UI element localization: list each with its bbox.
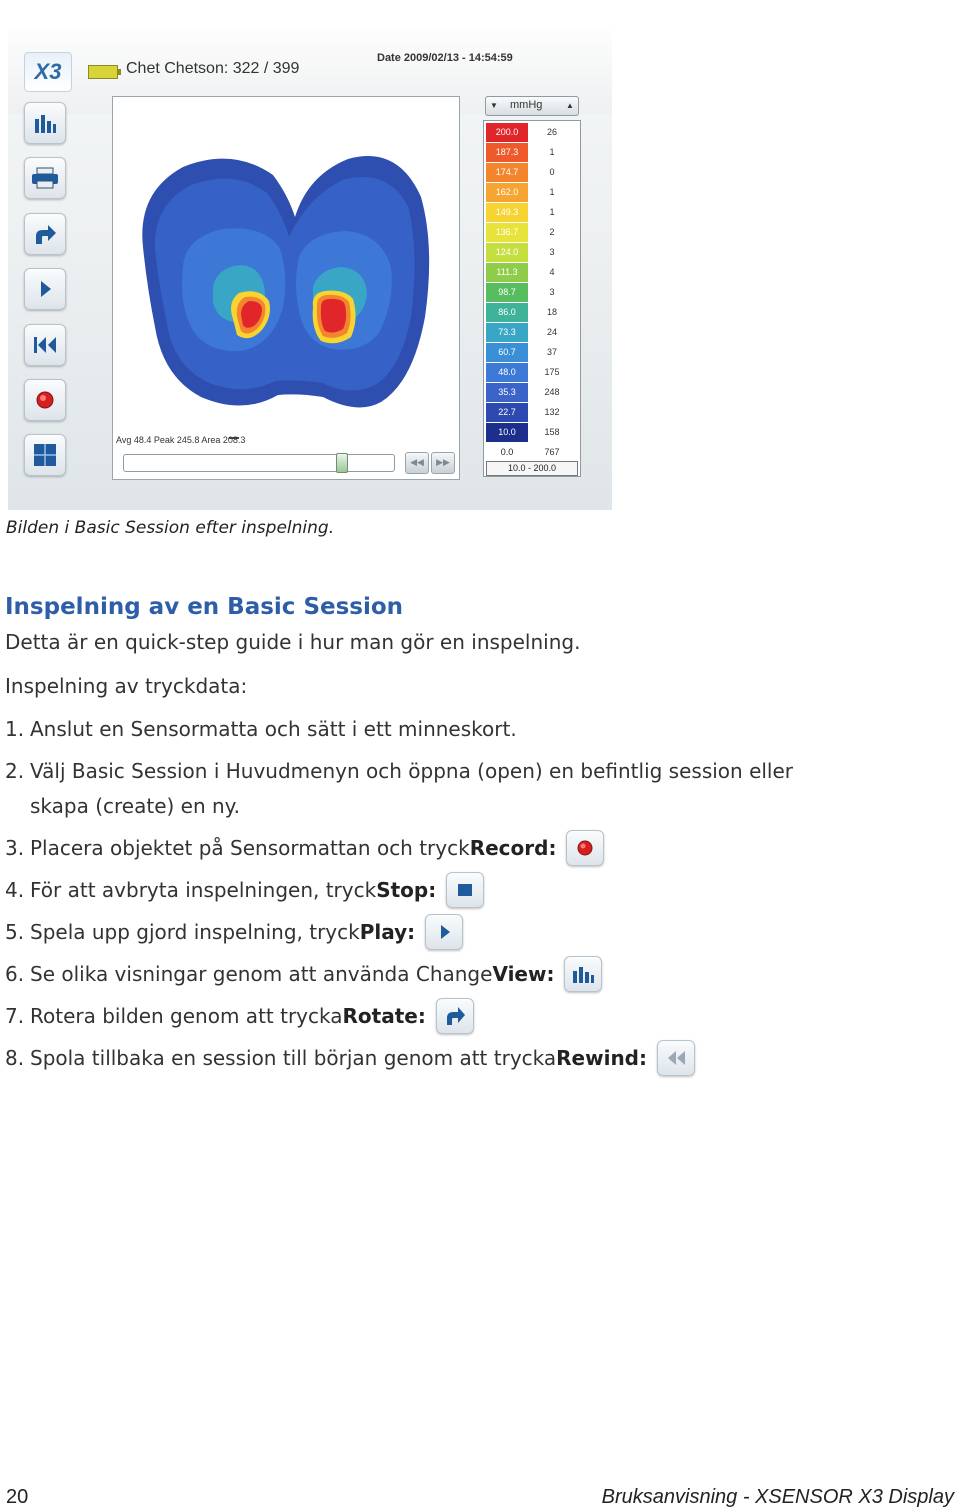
play-icon xyxy=(433,921,455,943)
battery-icon xyxy=(88,65,118,79)
scale-swatch: 187.3 xyxy=(486,143,528,162)
rewind-icon xyxy=(664,1047,688,1069)
step-text: Rotera bilden genom att trycka xyxy=(30,1004,343,1028)
scale-row xyxy=(486,183,578,203)
step-keyword: Play: xyxy=(359,920,416,944)
grid-view-button[interactable] xyxy=(24,434,66,476)
intro-text: Detta är en quick-step guide i hur man gör en inspelning. xyxy=(5,630,581,654)
step-back-icon: ◀◀ xyxy=(410,458,424,468)
scale-swatch: 48.0 xyxy=(486,363,528,382)
scale-row xyxy=(486,323,578,343)
scale-row xyxy=(486,383,578,403)
step-4 xyxy=(5,872,484,908)
rewind-button-inline xyxy=(657,1040,695,1076)
rotate-icon xyxy=(32,222,58,246)
scale-count: 1 xyxy=(549,187,555,197)
printer-icon xyxy=(31,167,59,189)
grid-icon xyxy=(32,442,58,468)
app-screenshot xyxy=(8,30,612,510)
scale-row xyxy=(486,223,578,243)
scale-row xyxy=(486,283,578,303)
scale-swatch: 98.7 xyxy=(486,283,528,302)
view-icon xyxy=(32,111,58,135)
step-number: 7. xyxy=(5,1004,25,1028)
scale-swatch: 60.7 xyxy=(486,343,528,362)
step-keyword: Rewind: xyxy=(556,1046,647,1070)
step-text: Spela upp gjord inspelning, tryck xyxy=(30,920,360,944)
rotate-button[interactable] xyxy=(24,213,66,255)
step-number: 1. xyxy=(5,717,25,741)
step-number: 3. xyxy=(5,836,25,860)
record-icon xyxy=(33,388,57,412)
step-text: För att avbryta inspelningen, tryck xyxy=(30,878,377,902)
print-button[interactable] xyxy=(24,157,66,199)
scale-count: 1 xyxy=(549,147,555,157)
scale-row xyxy=(486,143,578,163)
step-keyword: Rotate: xyxy=(342,1004,426,1028)
unit-select[interactable] xyxy=(485,96,579,116)
step-number: 4. xyxy=(5,878,25,902)
step-text: Placera objektet på Sensormattan och tryck xyxy=(30,836,470,860)
step-text: Se olika visningar genom att använda Change xyxy=(30,962,493,986)
pressure-map-image xyxy=(113,97,459,479)
step-number: 6. xyxy=(5,962,25,986)
rewind-button[interactable] xyxy=(24,324,66,366)
step-2 xyxy=(5,759,793,783)
scale-count: 767 xyxy=(544,447,560,457)
scale-count: 24 xyxy=(546,327,557,337)
step-keyword: Stop: xyxy=(376,878,437,902)
scale-count: 3 xyxy=(549,287,555,297)
scale-swatch: 111.3 xyxy=(486,263,528,282)
scale-swatch: 124.0 xyxy=(486,243,528,262)
rewind-icon xyxy=(31,333,59,357)
stop-button-inline xyxy=(446,872,484,908)
scale-count: 1 xyxy=(549,207,555,217)
step-6 xyxy=(5,956,602,992)
step-number: 2. xyxy=(5,759,25,783)
page-number: 20 xyxy=(6,1486,29,1508)
step-text: Spola tillbaka en session till början genom att trycka xyxy=(30,1046,557,1070)
scale-count: 0 xyxy=(549,167,555,177)
section-heading: Inspelning av en Basic Session xyxy=(5,594,404,620)
scale-swatch: 0.0 xyxy=(486,443,528,462)
scale-row xyxy=(486,343,578,363)
step-2-continued: skapa (create) en ny. xyxy=(30,794,241,818)
subheading: Inspelning av tryckdata: xyxy=(5,674,248,698)
scale-row xyxy=(486,123,578,143)
scale-row xyxy=(486,443,578,463)
play-icon xyxy=(33,277,57,301)
view-button-inline xyxy=(564,956,602,992)
scale-range: 10.0 - 200.0 xyxy=(486,461,578,476)
scale-count: 132 xyxy=(544,407,560,417)
scale-swatch: 149.3 xyxy=(486,203,528,222)
scale-swatch: 22.7 xyxy=(486,403,528,422)
stop-icon xyxy=(454,879,476,901)
stats-readout: Avg 48.4 Peak 245.8 Area 208.3 xyxy=(116,435,246,445)
scale-swatch: 174.7 xyxy=(486,163,528,182)
scale-row xyxy=(486,243,578,263)
play-button-inline xyxy=(425,914,463,950)
scale-swatch: 73.3 xyxy=(486,323,528,342)
chevron-up-icon[interactable]: ▲ xyxy=(566,101,574,110)
scale-count: 248 xyxy=(544,387,560,397)
scale-row xyxy=(486,303,578,323)
step-forward-button[interactable] xyxy=(431,452,455,474)
view-button[interactable] xyxy=(24,102,66,144)
scale-row xyxy=(486,423,578,443)
record-icon xyxy=(574,837,596,859)
step-5 xyxy=(5,914,463,950)
x3-logo: X3 xyxy=(24,52,72,92)
footer-title: Bruksanvisning - XSENSOR X3 Display xyxy=(601,1486,954,1508)
scale-swatch: 136.7 xyxy=(486,223,528,242)
patient-label: Chet Chetson: 322 / 399 xyxy=(126,60,300,77)
scale-swatch: 200.0 xyxy=(486,123,528,142)
step-keyword: Record: xyxy=(469,836,557,860)
scale-row xyxy=(486,363,578,383)
step-number: 5. xyxy=(5,920,25,944)
scale-count: 158 xyxy=(544,427,560,437)
step-keyword: View: xyxy=(492,962,555,986)
scale-swatch: 10.0 xyxy=(486,423,528,442)
date-label: Date 2009/02/13 - 14:54:59 xyxy=(377,52,513,64)
scale-row xyxy=(486,403,578,423)
pressure-scale xyxy=(483,120,581,477)
playback-slider[interactable] xyxy=(123,454,395,472)
step-text: Välj Basic Session i Huvudmenyn och öppna (open) en befintlig session eller xyxy=(30,759,794,783)
rotate-button-inline xyxy=(436,998,474,1034)
slider-thumb[interactable] xyxy=(336,453,348,473)
scale-count: 4 xyxy=(549,267,555,277)
pressure-map[interactable] xyxy=(112,96,460,480)
step-3 xyxy=(5,830,604,866)
scale-count: 2 xyxy=(549,227,555,237)
step-back-button[interactable] xyxy=(405,452,429,474)
rotate-icon xyxy=(443,1005,467,1027)
scale-row xyxy=(486,163,578,183)
scale-swatch: 162.0 xyxy=(486,183,528,202)
step-forward-icon: ▶▶ xyxy=(436,458,450,468)
scale-count: 26 xyxy=(546,127,557,137)
figure-caption: Bilden i Basic Session efter inspelning. xyxy=(6,518,335,538)
step-8 xyxy=(5,1040,695,1076)
step-7 xyxy=(5,998,474,1034)
record-button[interactable] xyxy=(24,379,66,421)
chevron-down-icon[interactable]: ▼ xyxy=(490,101,498,110)
scale-swatch: 86.0 xyxy=(486,303,528,322)
unit-label: mmHg xyxy=(510,99,543,111)
play-button[interactable] xyxy=(24,268,66,310)
view-icon xyxy=(571,963,595,985)
scale-count: 18 xyxy=(546,307,557,317)
step-number: 8. xyxy=(5,1046,25,1070)
step-1 xyxy=(5,717,517,741)
scale-swatch: 35.3 xyxy=(486,383,528,402)
scale-count: 3 xyxy=(549,247,555,257)
scale-count: 175 xyxy=(544,367,560,377)
scale-row xyxy=(486,203,578,223)
scale-count: 37 xyxy=(546,347,557,357)
record-button-inline xyxy=(566,830,604,866)
scale-row xyxy=(486,263,578,283)
step-text: Anslut en Sensormatta och sätt i ett minneskort. xyxy=(30,717,517,741)
